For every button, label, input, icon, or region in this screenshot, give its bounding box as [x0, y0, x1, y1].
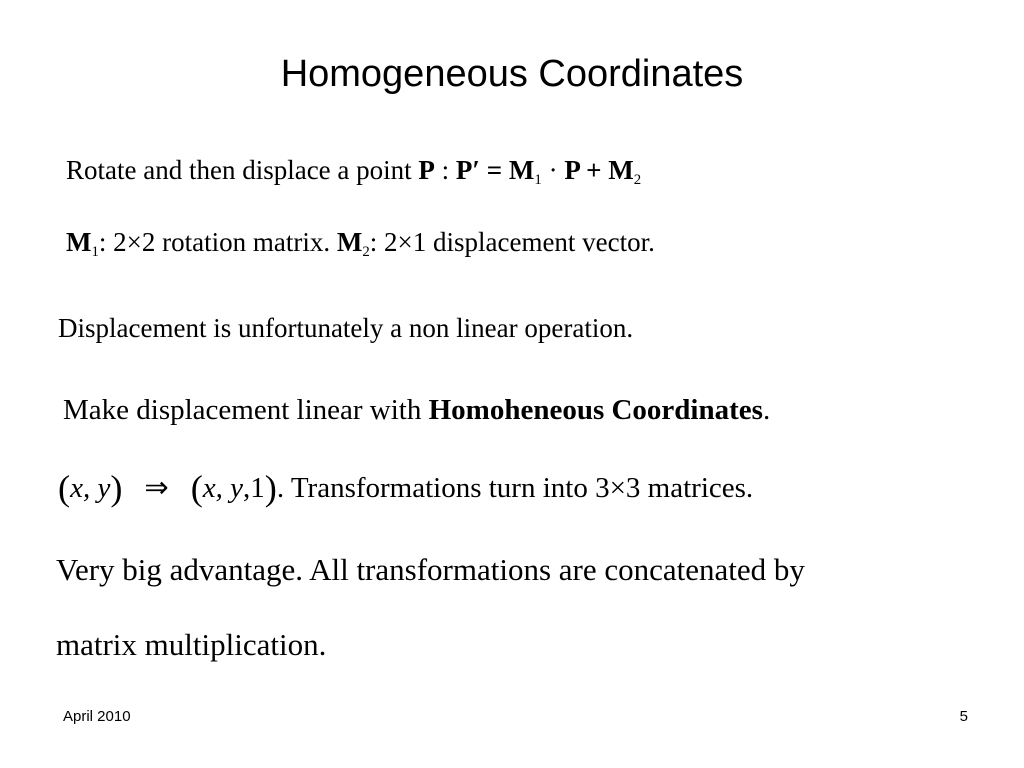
m2-subscript: 2 [633, 172, 642, 189]
xy1-vars: x, y [202, 472, 244, 505]
p-symbol: P [564, 155, 580, 185]
close-paren: ) [264, 468, 277, 508]
open-paren: ( [190, 468, 203, 508]
m2-symbol: M [608, 155, 634, 185]
point-symbol: P [418, 155, 435, 185]
advantage-line: Very big advantage. All transformations are concatenated by [56, 552, 805, 587]
close-paren: ) [110, 468, 123, 508]
footer-date: April 2010 [63, 708, 131, 725]
line-text: . Transformations turn into 3×3 matrices. [276, 472, 754, 505]
m2-subscript: 2 [362, 244, 370, 261]
matrix-definition-line [66, 222, 655, 262]
page-number: 5 [959, 708, 968, 725]
dot-operator: · [541, 155, 565, 185]
colon: : [434, 155, 456, 185]
nonlinear-line: Displacement is unfortunately a non linear operation. [58, 313, 634, 343]
period: . [762, 394, 771, 426]
m1-symbol: M [508, 155, 535, 185]
coordinate-transform-line [58, 468, 753, 508]
multiplication-line: matrix multiplication. [56, 627, 327, 662]
plus-sign: + [579, 155, 609, 185]
homogeneous-line [63, 390, 770, 430]
xy1-constant: ,1 [243, 472, 265, 505]
p-prime-symbol: P′ [455, 155, 481, 185]
slide-title: Homogeneous Coordinates [280, 53, 744, 95]
open-paren: ( [58, 468, 71, 508]
m1-subscript: 1 [91, 244, 99, 261]
xy-vars: x, y [70, 472, 111, 505]
m1-symbol: M [66, 227, 92, 257]
m2-description: : 2×1 displacement vector. [369, 227, 655, 257]
rotate-displace-line [66, 150, 641, 190]
bold-term: Homoheneous Coordinates [428, 394, 763, 426]
implies-arrow-icon: ⇒ [144, 472, 169, 505]
m1-subscript: 1 [534, 172, 542, 189]
m1-description: : 2×2 rotation matrix. [98, 227, 337, 257]
line-text: Rotate and then displace a point [66, 155, 419, 185]
equals-sign: = [480, 155, 509, 185]
line-text: Make displacement linear with [63, 394, 429, 426]
m2-symbol: M [336, 227, 363, 257]
